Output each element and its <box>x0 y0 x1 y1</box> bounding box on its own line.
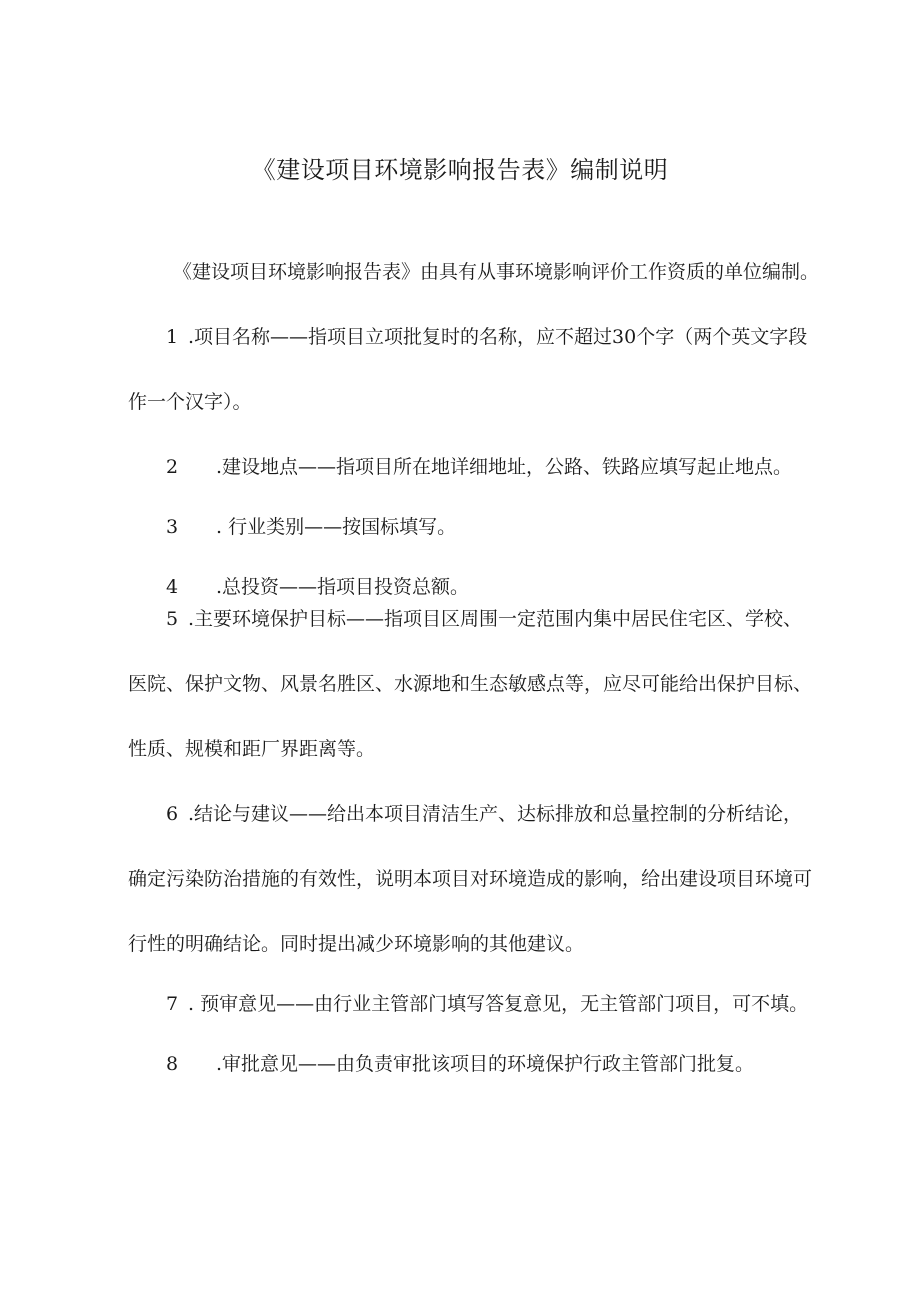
intro-paragraph: 《建设项目环境影响报告表》由具有从事环境影响评价工作资质的单位编制。 <box>173 261 820 283</box>
item-text: . 预审意见——由行业主管部门填写答复意见，无主管部门项目，可不填。 <box>188 993 809 1015</box>
item-6-line-2: 确定污染防治措施的有效性，说明本项目对环境造成的影响，给出建设项目环境可 <box>128 868 813 890</box>
item-text: .主要环境保护目标——指项目区周围一定范围内集中居民住宅区、学校、 <box>188 608 803 630</box>
item-1-line-2: 作一个汉字）。 <box>128 391 252 413</box>
item-2 <box>128 435 868 500</box>
item-text: . 行业类别——按国标填写。 <box>216 516 457 538</box>
item-6-line-1 <box>128 782 868 847</box>
item-5-line-3: 性质、规模和距厂界距离等。 <box>128 738 376 760</box>
item-number: 1 <box>166 326 179 348</box>
item-text: .总投资——指项目投资总额。 <box>216 576 470 598</box>
item-8 <box>128 1032 868 1097</box>
document-title: 《建设项目环境影响报告表》编制说明 <box>251 156 669 184</box>
item-text: .项目名称——指项目立项批复时的名称，应不超过30个字（两个英文字段 <box>188 326 808 348</box>
item-text: .结论与建议——给出本项目清洁生产、达标排放和总量控制的分析结论， <box>188 803 803 825</box>
item-5-line-1 <box>128 587 868 652</box>
instructions-block-upper <box>128 240 868 620</box>
item-number: 8 <box>166 1053 179 1075</box>
item-number: 2 <box>166 456 179 478</box>
item-number: 4 <box>166 576 179 598</box>
item-3 <box>128 500 868 555</box>
instructions-block-lower <box>128 587 868 1097</box>
item-text: .审批意见——由负责审批该项目的环境保护行政主管部门批复。 <box>216 1053 755 1075</box>
item-6-line-3: 行性的明确结论。同时提出减少环境影响的其他建议。 <box>128 933 585 955</box>
item-1-line-1 <box>128 305 868 370</box>
item-number: 7 <box>166 993 179 1015</box>
item-5-line-2: 医院、保护文物、风景名胜区、水源地和生态敏感点等，应尽可能给出保护目标、 <box>128 673 813 695</box>
item-7 <box>128 977 868 1032</box>
item-text: .建设地点——指项目所在地详细地址，公路、铁路应填写起止地点。 <box>216 456 793 478</box>
item-number: 3 <box>166 516 179 538</box>
item-number: 6 <box>166 803 179 825</box>
item-number: 5 <box>166 608 179 630</box>
